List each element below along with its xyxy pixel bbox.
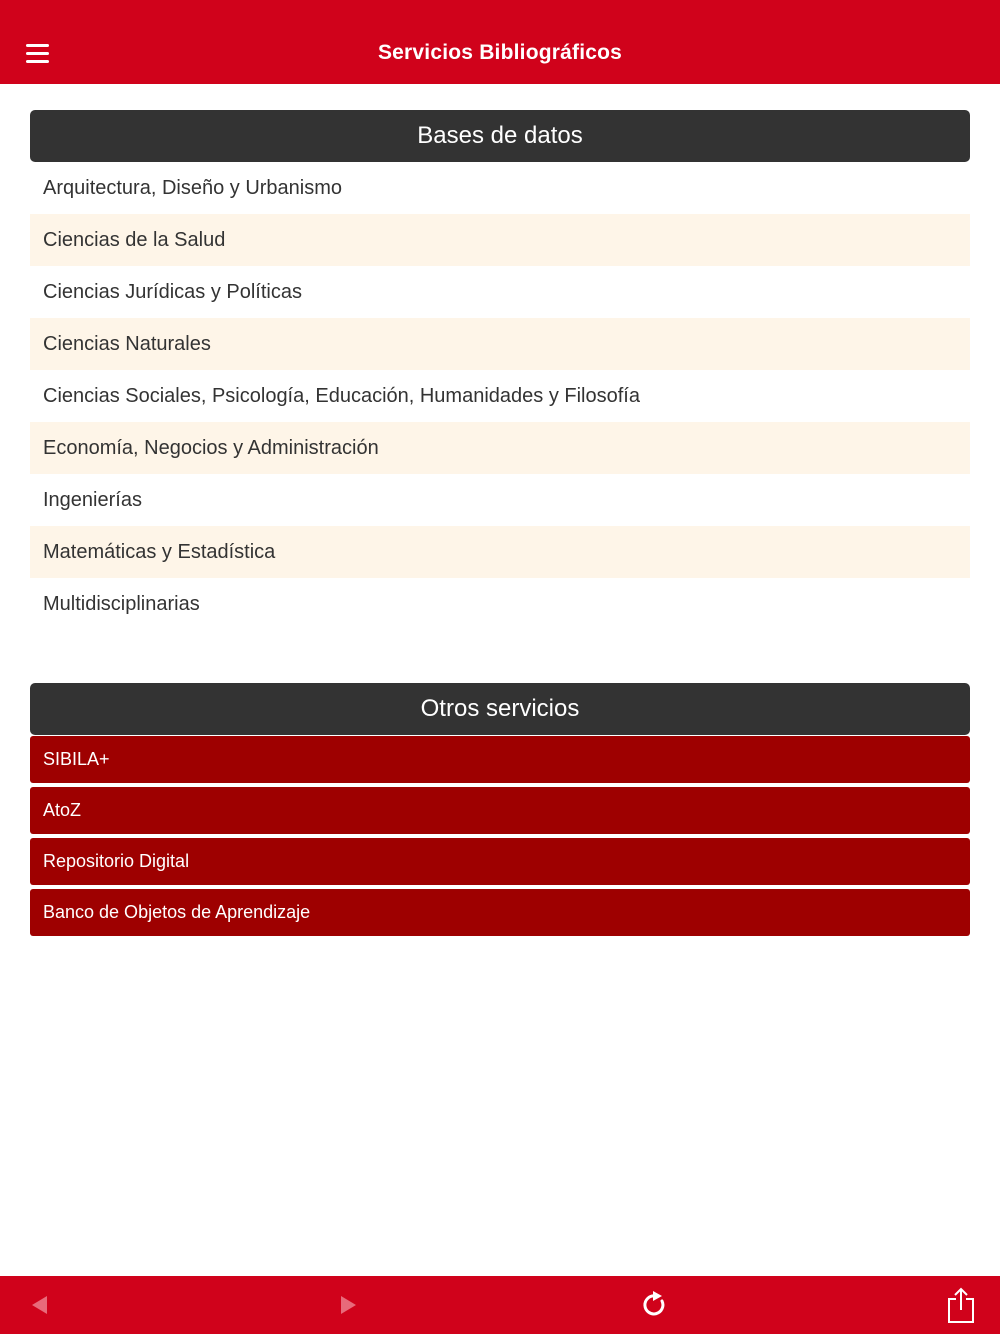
services-list (30, 736, 970, 940)
database-item-sociales[interactable]: Ciencias Sociales, Psicología, Educación, Humanidades y Filosofía (43, 385, 640, 407)
database-item-naturales[interactable]: Ciencias Naturales (30, 318, 970, 370)
bottom-toolbar (0, 1276, 1000, 1334)
databases-section-header: Bases de datos (30, 110, 970, 162)
database-item-multidisciplinarias[interactable]: Multidisciplinarias (43, 593, 200, 615)
back-arrow-icon[interactable] (32, 1296, 47, 1314)
services-section-header: Otros servicios (30, 683, 970, 735)
refresh-icon[interactable] (641, 1290, 669, 1320)
database-item-arquitectura[interactable]: Arquitectura, Diseño y Urbanismo (43, 177, 343, 199)
database-item-ingenierias[interactable]: Ingenierías (43, 489, 142, 511)
forward-arrow-icon[interactable] (341, 1296, 356, 1314)
service-item-banco-objetos[interactable]: Banco de Objetos de Aprendizaje (30, 889, 970, 936)
service-item-repositorio[interactable]: Repositorio Digital (30, 838, 970, 885)
database-item-salud[interactable]: Ciencias de la Salud (30, 214, 970, 266)
service-item-sibila[interactable]: SIBILA+ (30, 736, 970, 783)
share-icon[interactable] (946, 1286, 976, 1324)
database-item-juridicas[interactable]: Ciencias Jurídicas y Políticas (43, 281, 302, 303)
database-item-economia[interactable]: Economía, Negocios y Administración (30, 422, 970, 474)
databases-list (30, 162, 970, 630)
page-title: Servicios Bibliográficos (377, 41, 623, 64)
service-item-atoz[interactable]: AtoZ (30, 787, 970, 834)
top-navigation-bar (0, 0, 1000, 84)
database-item-matematicas[interactable]: Matemáticas y Estadística (30, 526, 970, 578)
